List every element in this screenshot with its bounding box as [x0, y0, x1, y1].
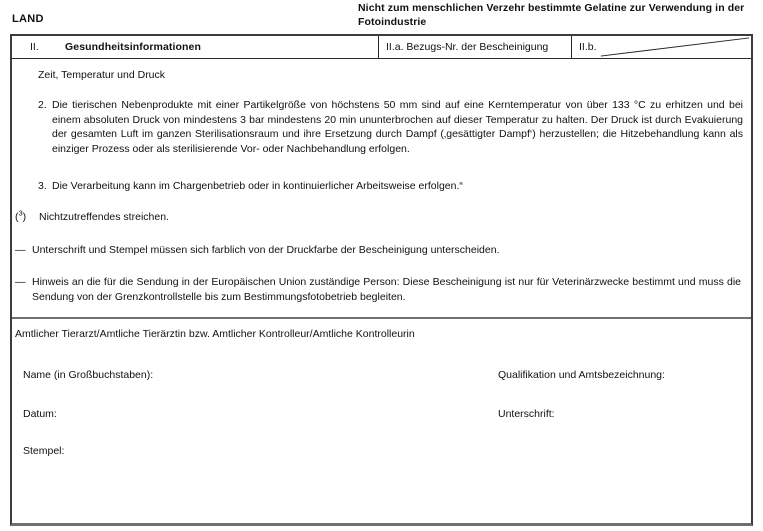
- official-signature-section: [12, 317, 751, 523]
- clause-2-number: 2.: [38, 99, 47, 111]
- country-label: LAND: [12, 13, 44, 25]
- date-field-label: Datum:: [23, 408, 57, 420]
- reference-number-cell: [378, 36, 571, 58]
- reference-number-label: II.a. Bezugs-Nr. der Bescheinigung: [386, 41, 549, 53]
- stamp-field-label: Stempel:: [23, 445, 65, 457]
- note-consignment-instruction: [15, 275, 741, 304]
- section-title-cell: [65, 36, 378, 58]
- note-signature-color-text: Unterschrift und Stempel müssen sich farblich von der Druckfarbe der Bescheinigung unterscheiden.: [32, 244, 500, 256]
- dash-marker: —: [15, 276, 26, 288]
- footnote-3: [15, 210, 169, 225]
- dash-marker: —: [15, 244, 26, 256]
- section-title: Gesundheitsinformationen: [65, 41, 201, 53]
- footnote-text: Nichtzutreffendes streichen.: [39, 211, 169, 223]
- certificate-table: [10, 34, 753, 526]
- health-information-body: [12, 59, 751, 317]
- iib-cell: [571, 36, 751, 58]
- iib-label: II.b.: [579, 41, 597, 53]
- clause-3-number: 3.: [38, 180, 47, 192]
- section-number: II.: [30, 41, 39, 53]
- signature-section-heading: Amtlicher Tierarzt/Amtliche Tierärztin bzw. Amtlicher Kontrolleur/Amtliche Kontrolleurin: [15, 328, 415, 340]
- subheading-time-temperature-pressure: Zeit, Temperatur und Druck: [38, 69, 166, 81]
- document-title: Nicht zum menschlichen Verzehr bestimmte Gelatine zur Verwendung in der Fotoindustrie: [358, 2, 745, 28]
- name-field-label: Name (in Großbuchstaben):: [23, 369, 154, 381]
- clause-2: [38, 98, 743, 156]
- signature-field-label: Unterschrift:: [498, 408, 555, 420]
- clause-2-text: Die tierischen Nebenprodukte mit einer Partikelgröße von höchstens 50 mm sind auf eine Kerntemperatur von über 133 °C zu erhitzen und bei einem absoluten Druck von mindestens 3 bar mindestens 20 min ununterbrochen auf dieser Temperatur zu halten. Der Druck ist durch Evakuierung der gesamten Luft im ganzen Sterilisationsraum und ihre Ersetzung durch Dampf (‚gesättigter Dampf‘) herzustellen; die Hitzebehandlung kann als einziger Prozess oder als sterilisierende Vor- oder Nachbehandlung erfolgen.: [52, 99, 743, 155]
- clause-3-text: Die Verarbeitung kann im Chargenbetrieb oder in kontinuierlicher Arbeitsweise erfolgen.“: [52, 180, 463, 192]
- section-header-row: [12, 36, 751, 59]
- note-signature-color: [15, 243, 741, 258]
- section-number-cell: [12, 36, 65, 58]
- footnote-marker: ($^3$): [15, 208, 27, 223]
- diagonal-strike: [572, 36, 751, 58]
- clause-3: [38, 179, 743, 194]
- qualification-field-label: Qualifikation und Amtsbezeichnung:: [498, 369, 665, 381]
- note-consignment-instruction-text: Hinweis an die für die Sendung in der Europäischen Union zuständige Person: Diese Bescheinigung ist nur für Veterinärzwecke bestimmt und muss die Sendung von der Grenzkontrollstelle bis zum Bestimmungsfotobetrieb begleiten.: [32, 276, 741, 303]
